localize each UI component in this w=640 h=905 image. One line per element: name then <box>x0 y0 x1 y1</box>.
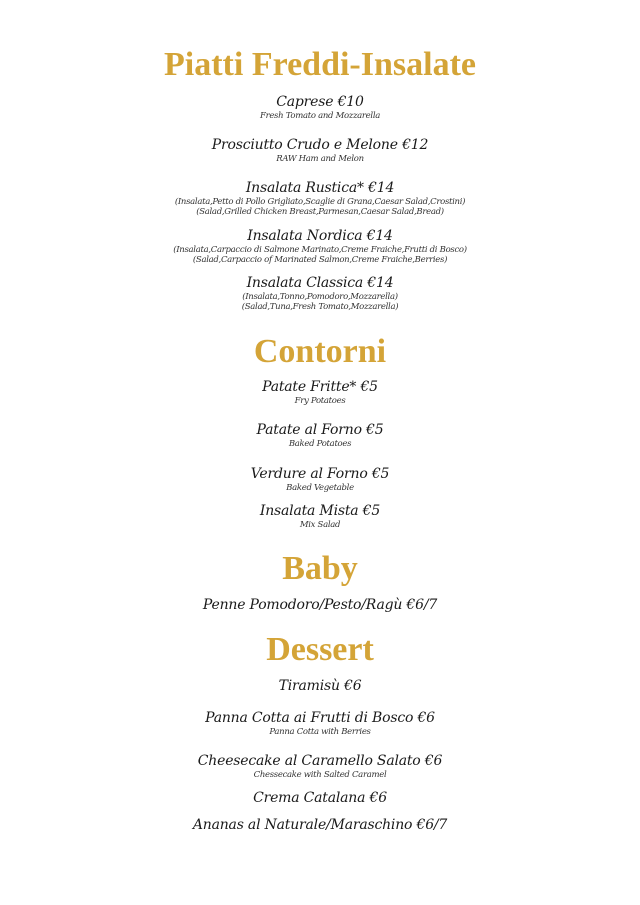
item-desc: Panna Cotta with Berries <box>269 727 371 737</box>
item-desc: (Salad,Carpaccio of Marinated Salmon,Creme Fraiche,Berries) <box>192 255 448 265</box>
item-name: Patate al Forno €5 <box>256 422 384 438</box>
menu-item <box>0 180 640 217</box>
menu-item <box>0 597 640 614</box>
menu-item <box>0 422 640 449</box>
item-desc: Fresh Tomato and Mozzarella <box>259 111 381 121</box>
menu-item <box>0 379 640 406</box>
menu-item <box>0 466 640 493</box>
item-name: Panna Cotta ai Frutti di Bosco €6 <box>205 710 435 726</box>
menu-item <box>0 678 640 695</box>
item-name: Ananas al Naturale/Maraschino €6/7 <box>192 817 448 833</box>
item-desc: (Salad,Tuna,Fresh Tomato,Mozzarella) <box>241 302 399 312</box>
menu-item <box>0 753 640 780</box>
item-desc: Fry Potatoes <box>294 396 346 406</box>
section-heading-baby: Baby <box>282 550 358 587</box>
item-name: Tiramisù €6 <box>278 678 362 694</box>
menu-item <box>0 137 640 164</box>
item-name: Caprese €10 <box>276 94 364 110</box>
menu-item <box>0 275 640 312</box>
menu-item <box>0 94 640 121</box>
item-desc: Chessecake with Salted Caramel <box>253 770 387 780</box>
section-heading-freddi: Piatti Freddi-Insalate <box>164 46 476 83</box>
item-name: Crema Catalana €6 <box>253 790 387 806</box>
menu-item <box>0 228 640 265</box>
item-desc: Baked Vegetable <box>286 483 354 493</box>
item-name: Patate Fritte* €5 <box>262 379 378 395</box>
item-name: Penne Pomodoro/Pesto/Ragù €6/7 <box>202 597 438 613</box>
item-name: Insalata Mista €5 <box>259 503 381 519</box>
item-desc: RAW Ham and Melon <box>276 154 364 164</box>
item-desc: (Insalata,Tonno,Pomodoro,Mozzarella) <box>242 292 398 302</box>
item-desc: Mix Salad <box>299 520 341 530</box>
item-name: Insalata Rustica* €14 <box>245 180 395 196</box>
item-name: Insalata Classica €14 <box>246 275 394 291</box>
item-desc: (Salad,Grilled Chicken Breast,Parmesan,Caesar Salad,Bread) <box>196 207 444 217</box>
menu-item <box>0 503 640 530</box>
item-desc: (Insalata,Petto di Pollo Grigliato,Scaglie di Grana,Caesar Salad,Crostini) <box>174 197 466 207</box>
section-heading-contorni: Contorni <box>253 333 387 370</box>
section-heading-dessert: Dessert <box>266 631 374 668</box>
item-desc: Baked Potatoes <box>288 439 352 449</box>
menu-item <box>0 817 640 834</box>
menu-item <box>0 790 640 807</box>
item-name: Prosciutto Crudo e Melone €12 <box>211 137 429 153</box>
item-name: Cheesecake al Caramello Salato €6 <box>197 753 443 769</box>
item-name: Verdure al Forno €5 <box>250 466 390 482</box>
item-desc: (Insalata,Carpaccio di Salmone Marinato,Creme Fraiche,Frutti di Bosco) <box>173 245 467 255</box>
menu-item <box>0 710 640 737</box>
item-name: Insalata Nordica €14 <box>247 228 393 244</box>
